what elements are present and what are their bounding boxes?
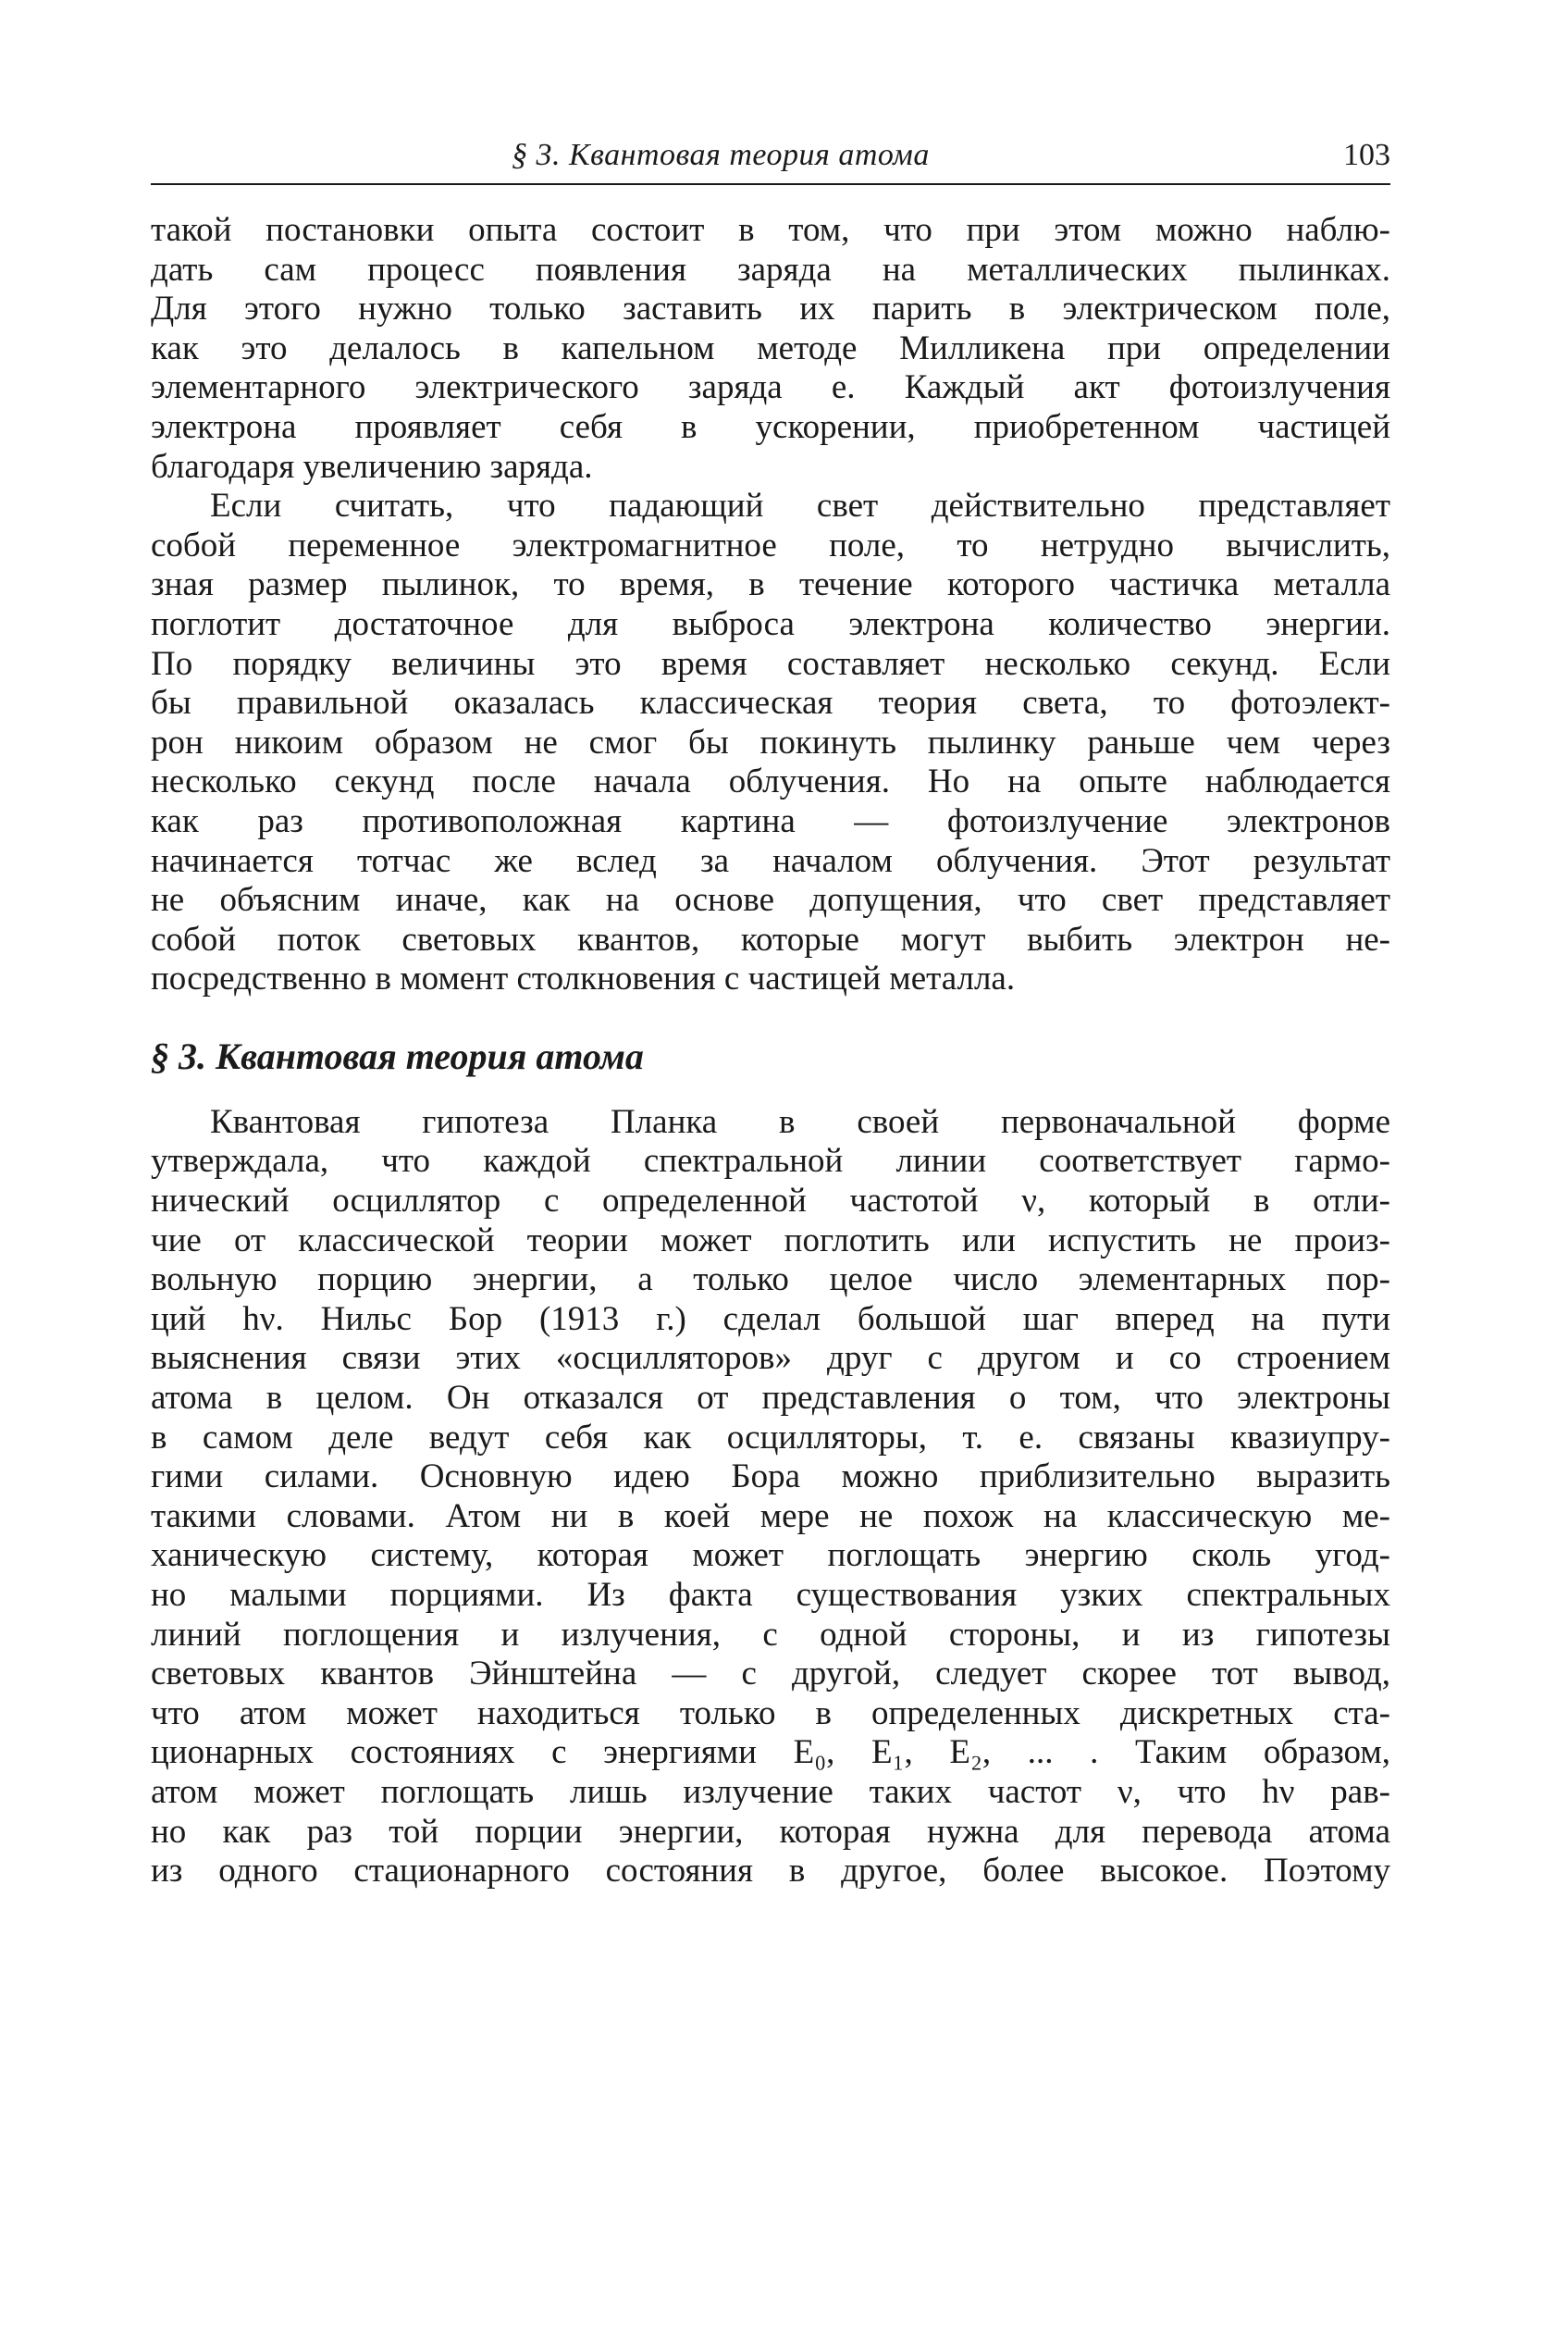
text-line: бы правильной оказалась классическая теория света, то фотоэлект- xyxy=(151,684,1390,723)
running-head xyxy=(151,128,1390,183)
text-line: благодаря увеличению заряда. xyxy=(151,447,593,486)
text-line: Если считать, что падающий свет действительно представляет xyxy=(210,487,1390,526)
text-line: атома в целом. Он отказался от представления о том, что электроны xyxy=(151,1379,1390,1418)
text-line: утверждала, что каждой спектральной линии соответствует гармо- xyxy=(151,1142,1390,1181)
text-line: дать сам процесс появления заряда на металлических пылинках. xyxy=(151,250,1390,289)
paragraph-2 xyxy=(151,487,1390,999)
text-line: что атом может находиться только в определенных дискретных ста- xyxy=(151,1693,1390,1732)
text-line: начинается тотчас же вслед за началом облучения. Этот результат xyxy=(151,841,1390,880)
text-line: По порядку величины это время составляет несколько секунд. Если xyxy=(151,644,1390,683)
text-line: гими силами. Основную идею Бора можно приблизительно выразить xyxy=(151,1457,1390,1496)
text-line: линий поглощения и излучения, с одной стороны, и из гипотезы xyxy=(151,1615,1390,1654)
text-line: не объясним иначе, как на основе допущения, что свет представляет xyxy=(151,881,1390,920)
text-line: ционарных состояниях с энергиями E₀, E₁, E₂, ... . Таким образом, xyxy=(151,1733,1390,1772)
section-heading: § 3. Квантовая теория атома xyxy=(151,1035,644,1077)
running-head-title: § 3. Квантовая теория атома xyxy=(512,138,930,172)
text-line: такой постановки опыта состоит в том, что при этом можно наблю- xyxy=(151,211,1390,249)
text-line: посредственно в момент столкновения с частицей металла. xyxy=(151,960,1016,998)
text-line: чие от классической теории может поглотить или испустить не произ- xyxy=(151,1221,1390,1259)
text-line: ций hν. Нильс Бор (1913 г.) сделал большой шаг вперед на пути xyxy=(151,1299,1390,1338)
page-number: 103 xyxy=(1343,138,1390,172)
text-line: выяснения связи этих «осцилляторов» друг с другом и со строением xyxy=(151,1339,1390,1378)
text-line: поглотит достаточное для выброса электрона количество энергии. xyxy=(151,604,1390,643)
text-line: вольную порцию энергии, а только целое число элементарных пор- xyxy=(151,1260,1390,1299)
text-line: нический осциллятор с определенной частотой ν, который в отли- xyxy=(151,1182,1390,1221)
text-line: рон никоим образом не смог бы покинуть пылинку раньше чем через xyxy=(151,723,1390,762)
text-line: электрона проявляет себя в ускорении, приобретенном частицей xyxy=(151,407,1390,446)
text-line: как раз противоположная картина — фотоизлучение электронов xyxy=(151,801,1390,840)
text-line: из одного стационарного состояния в другое, более высокое. Поэтому xyxy=(151,1852,1390,1891)
text-line: световых квантов Эйнштейна — с другой, следует скорее тот вывод, xyxy=(151,1655,1390,1693)
header-rule xyxy=(151,183,1390,185)
section-paragraph xyxy=(151,1103,1390,1891)
paragraph-1 xyxy=(151,211,1390,487)
text-line: Квантовая гипотеза Планка в своей первоначальной форме xyxy=(210,1102,1390,1141)
text-line: но малыми порциями. Из факта существования узких спектральных xyxy=(151,1576,1390,1614)
text-line: зная размер пылинок, то время, в течение которого частичка металла xyxy=(151,565,1390,604)
text-line: Для этого нужно только заставить их парить в электрическом поле, xyxy=(151,290,1390,329)
text-line: но как раз той порции энергии, которая нужна для перевода атома xyxy=(151,1812,1390,1851)
text-line: несколько секунд после начала облучения. Но на опыте наблюдается xyxy=(151,763,1390,801)
text-line: элементарного электрического заряда e. Каждый акт фотоизлучения xyxy=(151,368,1390,407)
text-line: такими словами. Атом ни в коей мере не похож на классическую ме- xyxy=(151,1496,1390,1535)
book-page xyxy=(151,128,1390,1891)
text-line: как это делалось в капельном методе Милликена при определении xyxy=(151,329,1390,367)
text-line: собой поток световых квантов, которые могут выбить электрон не- xyxy=(151,920,1390,959)
text-line: ханическую систему, которая может поглощать энергию сколь угод- xyxy=(151,1536,1390,1575)
text-line: в самом деле ведут себя как осцилляторы, т. е. связаны квазиупру- xyxy=(151,1418,1390,1457)
text-line: атом может поглощать лишь излучение таких частот ν, что hν рав- xyxy=(151,1772,1390,1811)
text-line: собой переменное электромагнитное поле, то нетрудно вычислить, xyxy=(151,526,1390,564)
